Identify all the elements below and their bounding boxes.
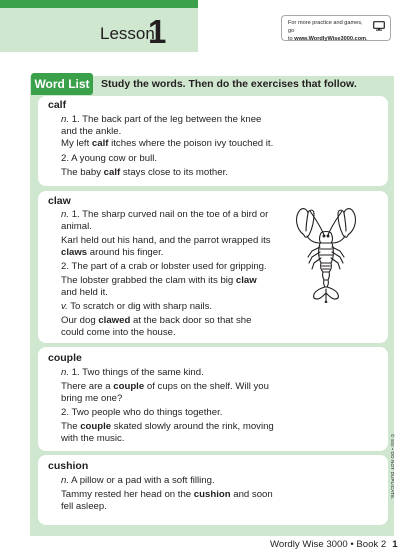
word-list-badge: Word List [31, 73, 93, 95]
example-sentence: could come into the house. [61, 327, 176, 338]
example-sentence: Tammy rested her head on the cushion and soon [61, 489, 273, 500]
promo-line-2-suffix: . [366, 36, 368, 42]
definition-line: n. 1. Two things of the same kind. [61, 367, 204, 378]
entry-card-couple [38, 347, 388, 451]
example-sentence: and held it. [61, 287, 108, 298]
example-sentence: with the music. [61, 433, 125, 444]
definition-line: v. To scratch or dig with sharp nails. [61, 301, 213, 312]
example-sentence: Karl held out his hand, and the parrot wrapped its [61, 235, 271, 246]
entry-card-calf [38, 96, 388, 186]
copyright-notice: © SSI • DO NOT DUPLICATE. [390, 434, 395, 500]
page-footer [270, 539, 398, 550]
promo-text [288, 19, 368, 43]
definition-line: n. 1. The back part of the leg between the knee [61, 114, 262, 125]
lesson-number: 1 [148, 13, 167, 50]
promo-url[interactable]: www.WordlyWise3000.com [294, 36, 366, 42]
example-sentence: fell asleep. [61, 501, 107, 512]
word-list-instructions: Study the words. Then do the exercises that follow. [101, 78, 357, 90]
lesson-title: Lesson [100, 24, 155, 43]
example-sentence: There are a couple of cups on the shelf. Will you [61, 381, 269, 392]
promo-line-2-prefix: to [288, 36, 295, 42]
page-number: 1 [392, 539, 398, 550]
entry-word: cushion [48, 460, 89, 472]
definition-line: n. 1. The sharp curved nail on the toe of a bird or [61, 209, 269, 220]
entry-word: calf [48, 99, 67, 111]
promo-line-1: For more practice and games, go [288, 20, 363, 34]
header-band [0, 0, 198, 52]
example-sentence: The couple skated slowly around the rink, moving [61, 421, 274, 432]
definition-line: 2. The part of a crab or lobster used for gripping. [61, 261, 267, 272]
definition-line: 2. Two people who do things together. [61, 407, 223, 418]
definition-line: and the ankle. [61, 126, 122, 137]
definition-line: n. A pillow or a pad with a soft filling. [61, 475, 215, 486]
example-sentence: bring me one? [61, 393, 123, 404]
book-title: Wordly Wise 3000 • Book 2 [270, 539, 387, 550]
example-sentence: claws around his finger. [61, 247, 164, 258]
entry-word: claw [48, 195, 71, 207]
entry-word: couple [48, 352, 82, 364]
example-sentence: Our dog clawed at the back door so that she [61, 315, 252, 326]
entry-card-cushion [38, 455, 388, 525]
definition-line: 2. A young cow or bull. [61, 153, 157, 164]
website-promo-box[interactable] [281, 15, 391, 41]
example-sentence: The lobster grabbed the clam with its big claw [61, 275, 257, 286]
definition-line: animal. [61, 221, 92, 232]
example-sentence: The baby calf stays close to its mother. [61, 167, 228, 178]
monitor-icon [373, 21, 385, 31]
lobster-icon [290, 205, 362, 305]
example-sentence: My left calf itches where the poison ivy touched it. [61, 138, 274, 149]
